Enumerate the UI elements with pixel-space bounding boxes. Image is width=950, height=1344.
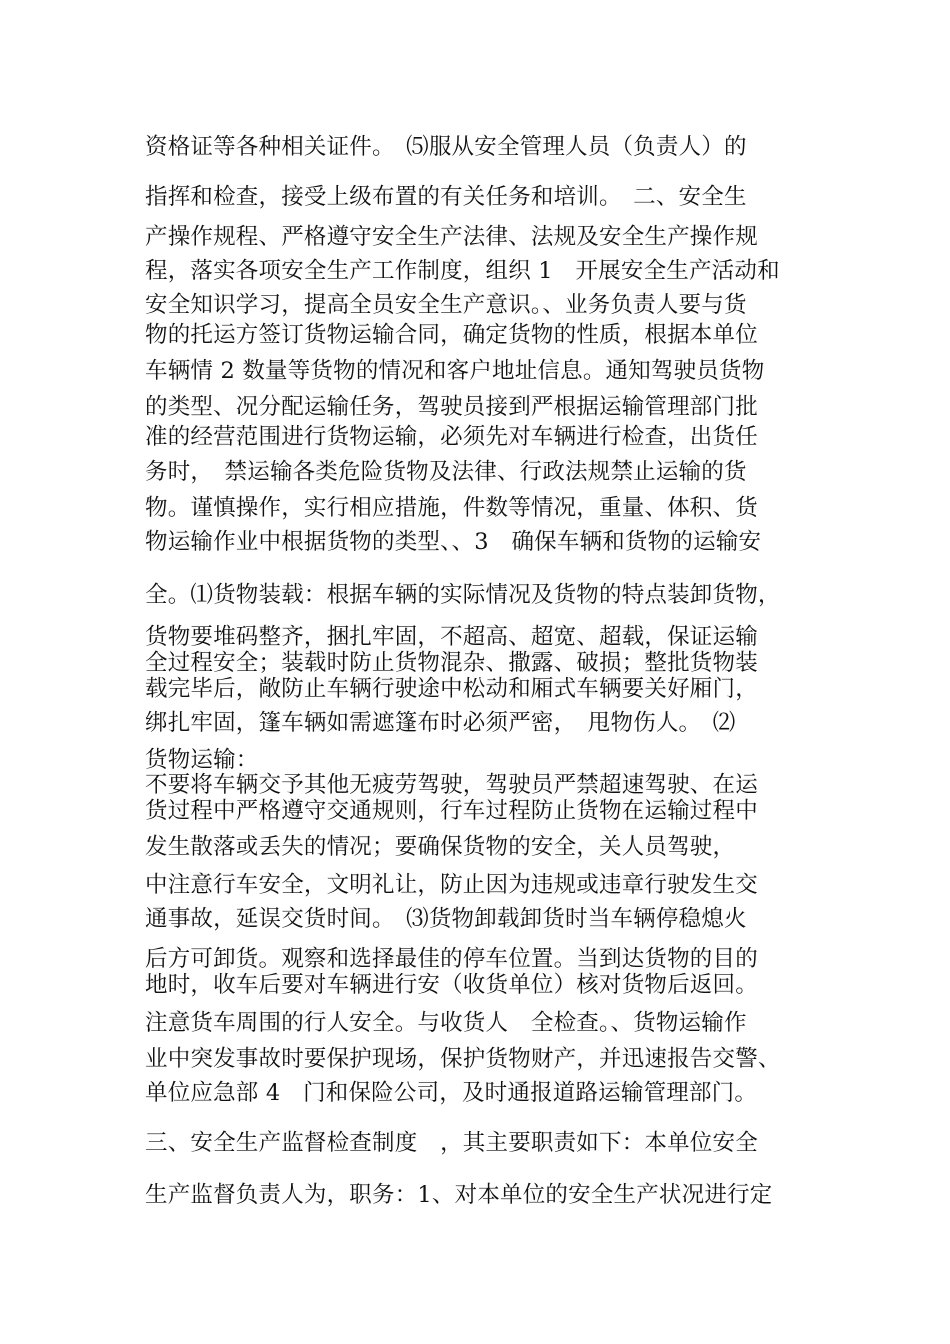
text-line: 准的经营范围进行货物运输，必须先对车辆进行检查，出货任 bbox=[145, 424, 758, 450]
text-line: 后方可卸货。观察和选择最佳的停车位置。当到达货物的目的 bbox=[145, 946, 758, 972]
text-line: 物运输作业中根据货物的类型、、3 确保车辆和货物的运输安 bbox=[145, 529, 762, 555]
text-line: 货过程中严格遵守交通规则，行车过程防止货物在运输过程中 bbox=[145, 798, 758, 824]
text-line: 三、安全生产监督检查制度 ，其主要职责如下：本单位安全 bbox=[145, 1130, 758, 1156]
text-line: 产操作规程、严格遵守安全生产法律、法规及安全生产操作规 bbox=[145, 224, 758, 250]
text-line: 绑扎牢固，篷车辆如需遮篷布时必须严密， 甩物伤人。 ⑵ bbox=[145, 710, 736, 736]
text-line: 全过程安全；装载时防止货物混杂、撒露、破损；整批货物装 bbox=[145, 650, 758, 676]
text-line: 指挥和检查，接受上级布置的有关任务和培训。 二、安全生 bbox=[145, 184, 747, 210]
text-line: 生产监督负责人为，职务：1、对本单位的安全生产状况进行定 bbox=[145, 1182, 773, 1208]
text-line: 全。⑴货物装载：根据车辆的实际情况及货物的特点装卸货物， bbox=[145, 582, 781, 608]
text-line: 单位应急部 4 门和保险公司，及时通报道路运输管理部门。 bbox=[145, 1080, 758, 1106]
text-line: 中注意行车安全，文明礼让，防止因为违规或违章行驶发生交 bbox=[145, 872, 758, 898]
text-line: 务时， 禁运输各类危险货物及法律、行政法规禁止运输的货 bbox=[145, 459, 747, 485]
text-line: 物。谨慎操作，实行相应措施，件数等情况，重量、体积、货 bbox=[145, 495, 758, 521]
text-line: 载完毕后，敞防止车辆行驶途中松动和厢式车辆要关好厢门， bbox=[145, 676, 758, 702]
text-line: 注意货车周围的行人安全。与收货人 全检查。、货物运输作 bbox=[145, 1010, 747, 1036]
text-line: 地时，收车后要对车辆进行安（收货单位）核对货物后返回。 bbox=[145, 972, 758, 998]
text-line: 通事故，延误交货时间。 ⑶货物卸载卸货时当车辆停稳熄火 bbox=[145, 906, 747, 932]
text-line: 业中突发事故时要保护现场，保护货物财产，并迅速报告交警、 bbox=[145, 1046, 781, 1072]
text-line: 资格证等各种相关证件。 ⑸服从安全管理人员（负责人）的 bbox=[145, 134, 747, 160]
text-line: 程，落实各项安全生产工作制度，组织 1 开展安全生产活动和 bbox=[145, 258, 780, 284]
text-line: 货物运输： bbox=[145, 747, 259, 773]
text-line: 不要将车辆交予其他无疲劳驾驶，驾驶员严禁超速驾驶、在运 bbox=[145, 772, 758, 798]
text-line: 安全知识学习，提高全员安全生产意识。、业务负责人要与货 bbox=[145, 292, 747, 318]
text-line: 发生散落或丢失的情况；要确保货物的安全，关人员驾驶， bbox=[145, 834, 736, 860]
text-line: 的类型、况分配运输任务，驾驶员接到严根据运输管理部门批 bbox=[145, 394, 758, 420]
text-line: 车辆情 2 数量等货物的情况和客户地址信息。通知驾驶员货物 bbox=[145, 358, 765, 384]
text-line: 货物要堆码整齐，捆扎牢固，不超高、超宽、超载，保证运输 bbox=[145, 624, 758, 650]
text-line: 物的托运方签订货物运输合同，确定货物的性质，根据本单位 bbox=[145, 322, 758, 348]
